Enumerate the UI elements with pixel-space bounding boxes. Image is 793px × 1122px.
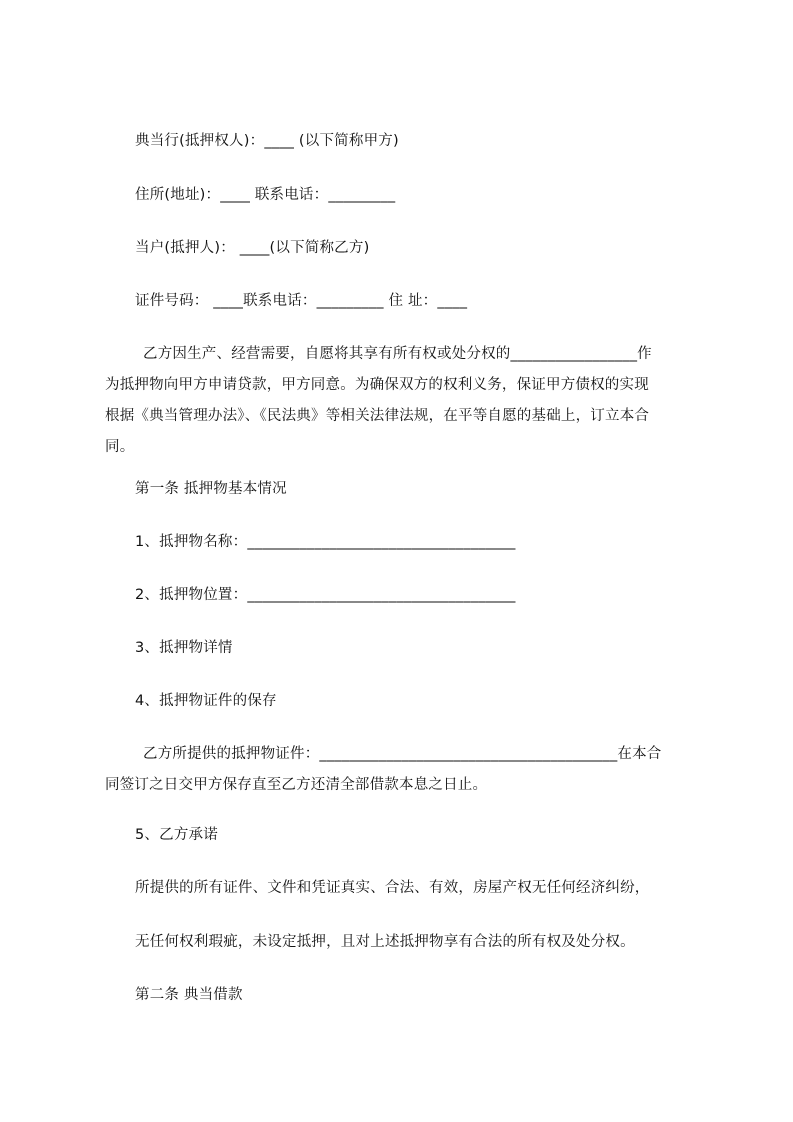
article-2-title: 第二条 典当借款 [135,987,243,1003]
item-4-certificate: 4、抵押物证件的保存 [135,693,277,709]
intro-paragraph [105,339,652,463]
address-line: 住所(地址)：____ 联系电话：_________ [135,187,396,203]
item-3-details: 3、抵押物详情 [135,640,233,656]
pawnshop-line: 典当行(抵押权人)：____ (以下简称甲方) [135,133,399,149]
intro-row: 根据《典当管理办法》、《民法典》等相关法律法规，在平等自愿的基础上，订立本合 [105,408,650,424]
promise-line-2: 无任何权利瑕疵，未设定抵押，且对上述抵押物享有合法的所有权及处分权。 [135,934,635,950]
custody-paragraph [105,739,662,801]
pawner-line: 当户(抵押人)： ____(以下简称乙方) [135,240,370,256]
intro-row: 为抵押物向甲方申请贷款，甲方同意。为确保双方的权利义务，保证甲方债权的实现 [105,377,649,393]
intro-row: 同。 [105,439,135,455]
id-number-line: 证件号码： ____联系电话：_________ 住 址：____ [135,293,468,309]
custody-row: 乙方所提供的抵押物证件：________________________________________在本合 [143,746,662,762]
item-5-promise: 5、乙方承诺 [135,827,218,843]
promise-line-1: 所提供的所有证件、文件和凭证真实、合法、有效，房屋产权无任何经济纠纷， [135,880,650,896]
item-1-name: 1、抵押物名称：____________________________________ [135,534,516,550]
article-1-title: 第一条 抵押物基本情况 [135,481,287,497]
intro-row: 乙方因生产、经营需要，自愿将其享有所有权或处分权的_________________作 [143,346,652,362]
custody-row: 同签订之日交甲方保存直至乙方还清全部借款本息之日止。 [105,777,488,793]
item-2-location: 2、抵押物位置：____________________________________ [135,587,516,603]
